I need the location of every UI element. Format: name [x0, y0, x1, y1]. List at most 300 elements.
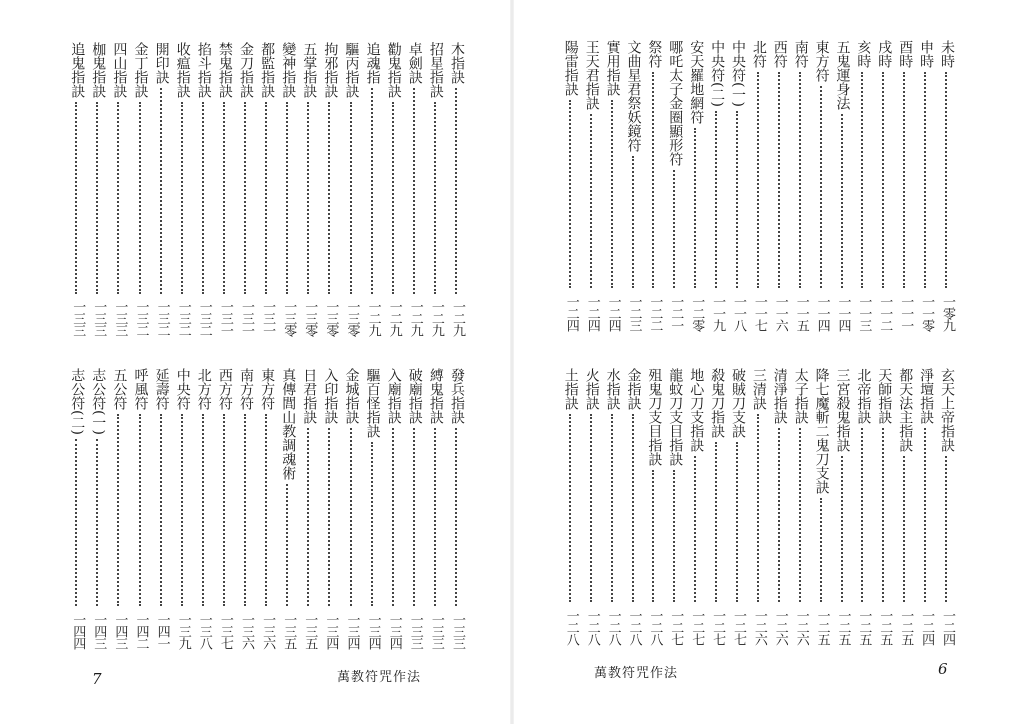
toc-entry-page: 一二八 — [626, 609, 642, 645]
toc-entry — [832, 40, 854, 345]
toc-entry-page: 一三一 — [239, 300, 254, 336]
toc-entry-page: 一二七 — [689, 609, 705, 645]
toc-entry-title: 北帝指訣 — [855, 368, 872, 424]
toc-entry-page: 一三六 — [260, 613, 276, 649]
toc-entry-page: 一一零 — [919, 295, 935, 331]
toc-entry — [425, 368, 447, 663]
toc-entry — [936, 40, 958, 345]
toc-entry — [362, 42, 384, 350]
toc-entry — [623, 40, 645, 345]
toc-entry — [383, 368, 405, 663]
leader-dots — [181, 102, 183, 294]
toc-entry — [108, 368, 130, 663]
toc-entry-title: 入印指訣 — [322, 368, 339, 424]
leader-dots — [632, 156, 634, 288]
toc-entry — [87, 42, 109, 350]
leader-dots — [924, 428, 926, 602]
toc-entry-title: 實用指訣 — [604, 40, 621, 96]
toc-entry-page: 一三一 — [260, 300, 276, 336]
toc-entry-title: 破廟指訣 — [406, 368, 423, 424]
toc-entry — [193, 368, 215, 663]
toc-entry-title: 三清訣 — [750, 368, 767, 410]
toc-entry — [108, 42, 130, 350]
leader-dots — [903, 72, 905, 288]
toc-entry-page: 一三三 — [428, 613, 444, 649]
toc-entry-title: 禁鬼指訣 — [216, 42, 233, 98]
toc-entry-page: 一二四 — [919, 609, 935, 645]
toc-entry-title: 東方符 — [259, 368, 276, 410]
leader-dots — [139, 102, 141, 294]
leader-dots — [328, 428, 330, 606]
toc-entry-title: 破賊刀支訣 — [730, 368, 746, 438]
leader-dots — [455, 428, 457, 606]
leader-dots — [652, 72, 654, 288]
toc-entry-page: 一二七 — [731, 609, 746, 645]
leader-dots — [611, 414, 613, 602]
toc-entry-title: 發兵指訣 — [449, 368, 465, 424]
toc-entry-title: 枷鬼指訣 — [90, 42, 107, 98]
toc-entry-title: 南符 — [792, 40, 809, 68]
toc-entry-title: 驅丙指訣 — [343, 42, 360, 98]
leader-dots — [413, 88, 415, 294]
leader-dots — [413, 428, 415, 606]
leader-dots — [244, 414, 246, 606]
leader-dots — [75, 439, 77, 606]
toc-entry-page: 一一七 — [751, 295, 767, 331]
toc-entry — [643, 368, 665, 659]
toc-entry — [560, 40, 582, 345]
toc-entry-title: 土指訣 — [562, 368, 579, 410]
leader-dots — [945, 456, 947, 602]
toc-entry-title: 開印訣 — [153, 42, 170, 84]
toc-entry — [790, 368, 812, 659]
toc-entry — [256, 42, 278, 350]
toc-entry-page: 一二五 — [856, 609, 872, 645]
toc-entry — [748, 368, 770, 659]
toc-entry-page: 一三四 — [365, 613, 381, 649]
toc-entry — [277, 368, 299, 663]
toc-entry — [214, 368, 236, 663]
toc-entry — [873, 40, 895, 345]
toc-entry-page: 一四三 — [91, 613, 107, 649]
leader-dots — [820, 498, 822, 602]
toc-entry-title: 金城指訣 — [343, 368, 360, 424]
toc-entry-page: 一二八 — [605, 609, 621, 645]
toc-entry-title: 真傳閭山教調魂術 — [280, 368, 297, 480]
leader-dots — [673, 470, 675, 602]
toc-entry-page: 一二八 — [584, 609, 600, 645]
leader-dots — [882, 428, 884, 602]
toc-entry-page: 一二五 — [835, 609, 851, 645]
toc-entry — [341, 368, 363, 663]
toc-entry-page: 一二八 — [647, 609, 663, 645]
leader-dots — [181, 414, 183, 606]
toc-entry-page: 一二零 — [689, 295, 705, 331]
leader-dots — [569, 100, 571, 288]
toc-entry-title: 拘邪指訣 — [322, 42, 339, 98]
toc-entry-title: 招星指訣 — [427, 42, 444, 98]
toc-entry-title: 日君指訣 — [301, 368, 318, 424]
leader-dots — [799, 72, 801, 288]
toc-entry-title: 王天君指訣 — [583, 40, 600, 110]
toc-entry-page: 一一一 — [898, 295, 914, 331]
toc-entry-page: 一三三 — [407, 613, 423, 649]
toc-entry — [623, 368, 645, 659]
toc-entry-title: 五鬼運身法 — [834, 40, 851, 110]
leader-dots — [350, 428, 352, 606]
toc-entry-title: 戌時 — [876, 40, 893, 68]
toc-entry-page: 一三四 — [323, 613, 339, 649]
toc-entry — [425, 42, 447, 350]
toc-entry-page: 一二九 — [386, 300, 402, 336]
toc-entry-page: 一二四 — [563, 295, 579, 331]
toc-entry-page: 一二五 — [814, 609, 830, 645]
toc-entry — [727, 40, 749, 345]
toc-entry-title: 西符 — [771, 40, 788, 68]
toc-entry — [172, 368, 194, 663]
toc-entry-page: 一四四 — [70, 613, 86, 649]
leader-dots — [265, 414, 267, 606]
toc-entry — [193, 42, 215, 350]
leader-dots — [160, 88, 162, 294]
toc-entry-page: 一三二 — [154, 300, 170, 336]
toc-entry-title: 申時 — [918, 40, 935, 68]
toc-entry-title: 志公符(二) — [69, 368, 86, 435]
toc-entry-page: 一四二 — [133, 613, 149, 649]
toc-entry-page: 一一二 — [877, 295, 893, 331]
toc-entry — [852, 40, 874, 345]
toc-entry — [130, 368, 152, 663]
leader-dots — [736, 442, 738, 602]
leader-dots — [820, 86, 822, 288]
toc-entry — [915, 368, 937, 659]
leader-dots — [307, 428, 309, 606]
toc-entry — [341, 42, 363, 350]
toc-entry-page: 一三零 — [281, 300, 297, 336]
toc-entry — [748, 40, 770, 345]
toc-entry-title: 勸鬼指訣 — [385, 42, 402, 98]
toc-entry-page: 一二六 — [772, 609, 788, 645]
toc-entry — [560, 368, 582, 659]
toc-entry-title: 降七魔斬二鬼刀支訣 — [813, 368, 830, 494]
page-number: 6 — [938, 660, 948, 678]
toc-entry-title: 東方符 — [813, 40, 830, 82]
toc-entry-page: 一三五 — [302, 613, 318, 649]
toc-entry-page: 一一五 — [793, 295, 809, 331]
toc-entry-page: 一一八 — [731, 295, 746, 331]
leader-dots — [96, 439, 98, 606]
toc-entry-page: 一一三 — [856, 295, 872, 331]
toc-entry — [769, 40, 791, 345]
toc-entry — [256, 368, 278, 663]
toc-entry-page: 一二六 — [793, 609, 809, 645]
toc-entry-title: 追鬼指訣 — [69, 42, 86, 98]
toc-entry — [446, 368, 468, 663]
toc-entry-page: 一二五 — [898, 609, 914, 645]
leader-dots — [117, 414, 119, 606]
toc-entry-title: 四山指訣 — [111, 42, 128, 98]
toc-entry — [832, 368, 854, 659]
leader-dots — [715, 442, 717, 602]
toc-entry-page: 一二八 — [563, 609, 579, 645]
toc-entry-page: 一零九 — [940, 295, 955, 331]
toc-entry-title: 安天羅地網符 — [688, 40, 705, 124]
leader-dots — [160, 414, 162, 606]
leader-dots — [778, 428, 780, 602]
toc-entry-title: 西方符 — [216, 368, 233, 410]
toc-entry-title: 未時 — [939, 40, 955, 68]
toc-entry-title: 變神指訣 — [280, 42, 297, 98]
toc-entry-title: 陽雷指訣 — [562, 40, 579, 96]
toc-entry-title: 金丁指訣 — [132, 42, 149, 98]
toc-entry — [685, 40, 707, 345]
toc-entry-title: 掐斗指訣 — [195, 42, 212, 98]
leader-dots — [861, 72, 863, 288]
toc-entry-title: 火指訣 — [583, 368, 600, 410]
footer-title: 萬教符咒作法 — [594, 666, 679, 681]
toc-entry-page: 一三九 — [175, 613, 191, 649]
toc-entry-title: 五公符 — [111, 368, 128, 410]
leader-dots — [694, 456, 696, 602]
toc-entry — [894, 40, 916, 345]
toc-entry-page: 一三一 — [217, 300, 233, 336]
toc-entry-page: 一三零 — [302, 300, 318, 336]
leader-dots — [202, 414, 204, 606]
toc-entry-title: 金刀指訣 — [238, 42, 254, 98]
toc-entry — [383, 42, 405, 350]
leader-dots — [841, 114, 843, 288]
toc-entry — [664, 368, 686, 659]
toc-entry-title: 中央符 — [174, 368, 191, 410]
toc-entry — [298, 42, 320, 350]
leader-dots — [632, 414, 634, 602]
leader-dots — [392, 428, 394, 606]
toc-entry — [172, 42, 194, 350]
toc-entry — [151, 368, 173, 663]
leader-dots — [244, 102, 246, 294]
leader-dots — [652, 470, 654, 602]
toc-entry-title: 天師指訣 — [876, 368, 893, 424]
toc-entry — [602, 368, 624, 659]
toc-entry-page: 一三三 — [91, 300, 107, 336]
toc-entry — [581, 368, 603, 659]
toc-entry-title: 殺鬼刀指訣 — [709, 368, 726, 438]
toc-entry-title: 中央符(二) — [709, 40, 726, 107]
toc-entry-title: 金指訣 — [625, 368, 642, 410]
leader-dots — [841, 456, 843, 602]
toc-entry-title: 延壽符 — [153, 368, 170, 410]
leader-dots — [265, 102, 267, 294]
toc-entry-page: 一一四 — [835, 295, 851, 331]
toc-entry-title: 清淨指訣 — [771, 368, 788, 424]
toc-entry-title: 地心刀支指訣 — [688, 368, 705, 452]
toc-entry-title: 卓劍訣 — [406, 42, 423, 84]
leader-dots — [96, 102, 98, 294]
toc-entry — [706, 368, 728, 659]
toc-entry-page: 一二九 — [450, 300, 465, 336]
leader-dots — [715, 111, 717, 288]
leader-dots — [371, 442, 373, 606]
toc-entry — [66, 42, 88, 350]
leader-dots — [139, 414, 141, 606]
toc-entry-page: 一一九 — [710, 295, 726, 331]
leader-dots — [590, 114, 592, 288]
leader-dots — [434, 102, 436, 294]
toc-entry — [214, 42, 236, 350]
leader-dots — [307, 102, 309, 294]
toc-entry-page: 一三二 — [175, 300, 191, 336]
toc-entry-title: 入廟指訣 — [385, 368, 402, 424]
leader-dots — [223, 414, 225, 606]
toc-entry — [319, 368, 341, 663]
toc-entry — [936, 368, 958, 659]
leader-dots — [328, 102, 330, 294]
leader-dots — [434, 428, 436, 606]
toc-entry-page: 一一六 — [772, 295, 788, 331]
toc-entry — [66, 368, 88, 663]
toc-entry — [664, 40, 686, 345]
toc-entry-title: 縛鬼指訣 — [427, 368, 444, 424]
toc-entry-page: 一二一 — [668, 295, 684, 331]
leader-dots — [945, 72, 947, 288]
toc-entry-title: 北方符 — [195, 368, 212, 410]
right-page — [512, 0, 1024, 724]
leader-dots — [924, 72, 926, 288]
leader-dots — [590, 414, 592, 602]
toc-entry-page: 一二三 — [626, 295, 642, 331]
leader-dots — [223, 102, 225, 294]
toc-entry — [581, 40, 603, 345]
leader-dots — [392, 102, 394, 294]
toc-entry-title: 收瘟指訣 — [174, 42, 191, 98]
toc-entry-title: 龍蚊刀支目指訣 — [667, 368, 684, 466]
leader-dots — [371, 88, 373, 294]
leader-dots — [757, 72, 759, 288]
toc-entry — [915, 40, 937, 345]
toc-entry-page: 一三二 — [133, 300, 149, 336]
leader-dots — [694, 128, 696, 288]
toc-entry-title: 淨壇指訣 — [918, 368, 935, 424]
toc-entry-page: 一三七 — [217, 613, 233, 649]
toc-entry — [362, 368, 384, 663]
toc-entry-page: 一三四 — [386, 613, 402, 649]
leader-dots — [903, 456, 905, 602]
toc-entry — [852, 368, 874, 659]
toc-entry-title: 玄天上帝指訣 — [939, 368, 955, 452]
leader-dots — [861, 428, 863, 602]
toc-entry-page: 一三三 — [112, 300, 128, 336]
toc-entry-page: 一二六 — [751, 609, 767, 645]
footer-title: 萬教符咒作法 — [337, 670, 422, 685]
leader-dots — [757, 414, 759, 602]
toc-entry-page: 一二四 — [584, 295, 600, 331]
toc-entry — [298, 368, 320, 663]
toc-entry-title: 殂鬼刀支目指訣 — [646, 368, 663, 466]
toc-entry-page: 一三六 — [239, 613, 254, 649]
toc-entry-title: 都天法主指訣 — [897, 368, 914, 452]
leader-dots — [778, 72, 780, 288]
leader-dots — [611, 100, 613, 288]
toc-entry — [404, 42, 426, 350]
leader-dots — [882, 72, 884, 288]
toc-entry-title: 水指訣 — [604, 368, 621, 410]
toc-entry-title: 三宮殺鬼指訣 — [834, 368, 851, 452]
toc-entry-title: 中央符(一) — [730, 40, 746, 107]
toc-entry-page: 一三零 — [323, 300, 339, 336]
leader-dots — [75, 102, 77, 294]
toc-entry-page: 一三零 — [344, 300, 360, 336]
leader-dots — [455, 88, 457, 294]
leader-dots — [673, 170, 675, 288]
leader-dots — [350, 102, 352, 294]
toc-entry — [404, 368, 426, 663]
toc-entry — [811, 368, 833, 659]
toc-entry-title: 追魂指 — [364, 42, 381, 84]
toc-entry-title: 祭符 — [646, 40, 663, 68]
leader-dots — [569, 414, 571, 602]
toc-entry-page: 一四三 — [112, 613, 128, 649]
toc-entry — [235, 368, 257, 663]
toc-entry — [319, 42, 341, 350]
toc-entry-page: 一二九 — [428, 300, 444, 336]
leader-dots — [736, 111, 738, 288]
toc-entry-title: 志公符(一) — [90, 368, 107, 435]
toc-entry-title: 哪吒太子金圈顯形符 — [667, 40, 684, 166]
leader-dots — [799, 428, 801, 602]
toc-entry — [727, 368, 749, 659]
toc-entry-title: 木指訣 — [449, 42, 465, 84]
toc-entry-title: 酉時 — [897, 40, 914, 68]
toc-entry-page: 一三四 — [344, 613, 360, 649]
toc-entry — [706, 40, 728, 345]
toc-entry-title: 驅百怪指訣 — [364, 368, 381, 438]
toc-entry — [643, 40, 665, 345]
toc-entry — [811, 40, 833, 345]
toc-entry-page: 一二七 — [668, 609, 684, 645]
page-number: 7 — [92, 670, 102, 688]
toc-entry-page: 一二四 — [940, 609, 955, 645]
toc-entry — [235, 42, 257, 350]
toc-entry — [151, 42, 173, 350]
toc-entry — [130, 42, 152, 350]
toc-entry-page: 一三三 — [450, 613, 465, 649]
toc-entry — [277, 42, 299, 350]
toc-entry-title: 亥時 — [855, 40, 872, 68]
toc-entry-title: 北符 — [750, 40, 767, 68]
toc-entry-title: 五掌指訣 — [301, 42, 318, 98]
toc-entry-page: 一三五 — [281, 613, 297, 649]
leader-dots — [117, 102, 119, 294]
toc-entry — [873, 368, 895, 659]
toc-entry-page: 一四一 — [154, 613, 170, 649]
leader-dots — [286, 102, 288, 294]
toc-entry-title: 太子指訣 — [792, 368, 809, 424]
toc-entry — [769, 368, 791, 659]
toc-entry-title: 文曲星君祭妖鏡符 — [625, 40, 642, 152]
toc-entry-page: 一二二 — [647, 295, 663, 331]
toc-entry-page: 一二九 — [407, 300, 423, 336]
toc-entry-title: 呼風符 — [132, 368, 149, 410]
toc-entry — [602, 40, 624, 345]
toc-entry — [446, 42, 468, 350]
toc-entry-page: 一三三 — [70, 300, 86, 336]
toc-entry — [894, 368, 916, 659]
leader-dots — [202, 102, 204, 294]
toc-entry — [790, 40, 812, 345]
toc-entry-page: 一三二 — [196, 300, 212, 336]
toc-entry-page: 一二七 — [710, 609, 726, 645]
toc-entry-page: 一二五 — [877, 609, 893, 645]
